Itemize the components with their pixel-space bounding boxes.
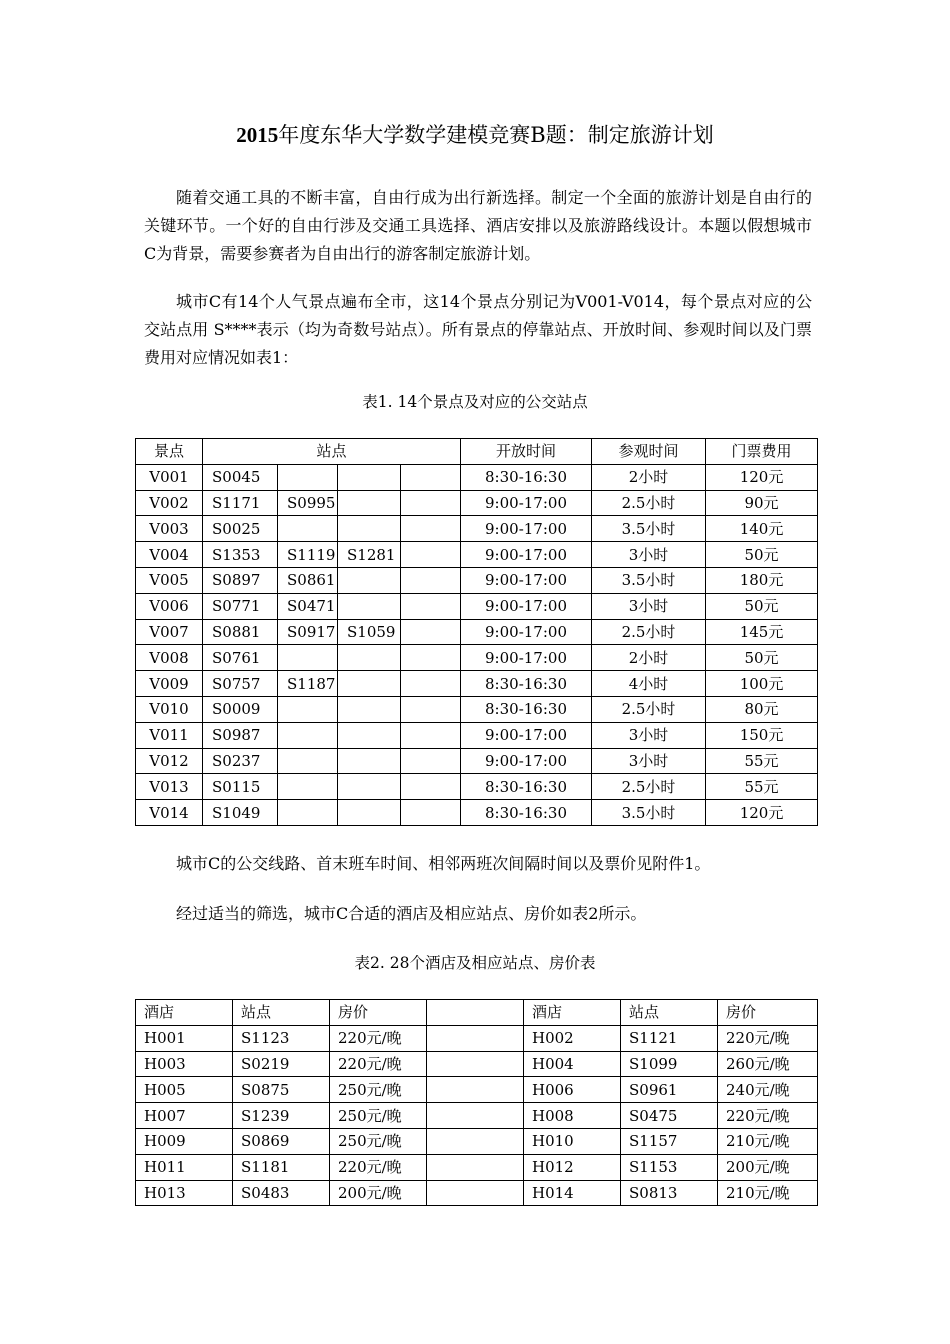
ticket-fee-cell: 55元 [706, 774, 818, 800]
price-cell: 200元/晚 [718, 1154, 818, 1180]
station-cell: S1119 [278, 542, 338, 568]
header-open-time: 开放时间 [461, 439, 592, 465]
station-cell [401, 593, 461, 619]
title-text: 年度东华大学数学建模竞赛B题：制定旅游计划 [278, 123, 714, 147]
station-cell [278, 645, 338, 671]
station-cell: S0881 [203, 619, 278, 645]
station-cell: S0757 [203, 671, 278, 697]
visit-time-cell: 3.5小时 [592, 516, 706, 542]
price-cell: 250元/晚 [330, 1077, 427, 1103]
intro-paragraph: 随着交通工具的不断丰富，自由行成为出行新选择。制定一个全面的旅游计划是自由行的关键环节。一个好的自由行涉及交通工具选择、酒店安排以及旅游路线设计。本题以假想城市C为背景，需要参赛者为自由出行的游客制定旅游计划。 [144, 188, 812, 263]
ticket-fee-cell: 120元 [706, 464, 818, 490]
visit-time-cell: 2.5小时 [592, 774, 706, 800]
station-cell [338, 722, 401, 748]
table-row [136, 1180, 818, 1206]
station-cell [338, 800, 401, 826]
ticket-fee-cell: 50元 [706, 542, 818, 568]
table-row [136, 645, 818, 671]
table-row [136, 490, 818, 516]
visit-time-cell: 2.5小时 [592, 490, 706, 516]
station-cell: S1121 [621, 1025, 718, 1051]
station-cell: S1059 [338, 619, 401, 645]
bus-info-paragraph: 城市C的公交线路、首末班车时间、相邻两班次间隔时间以及票价见附件1。 [176, 854, 711, 873]
header-station-2: 站点 [621, 1000, 718, 1026]
ticket-fee-cell: 140元 [706, 516, 818, 542]
station-cell [278, 696, 338, 722]
spot-cell: V010 [136, 696, 203, 722]
price-cell: 220元/晚 [330, 1025, 427, 1051]
station-cell: S0025 [203, 516, 278, 542]
station-cell: S1049 [203, 800, 278, 826]
visit-time-cell: 3.5小时 [592, 800, 706, 826]
hotel-cell: H002 [524, 1025, 621, 1051]
hotel-cell: H007 [136, 1103, 233, 1129]
station-cell [338, 748, 401, 774]
spot-cell: V002 [136, 490, 203, 516]
station-cell [278, 748, 338, 774]
scenic-spots-paragraph: 城市C有14个人气景点遍布全市，这14个景点分别记为V001-V014，每个景点对应的公交站点用 S****表示（均为奇数号站点）。所有景点的停靠站点、开放时间、参观时间以及门票费用对应情况如表1： [144, 292, 812, 367]
ticket-fee-cell: 80元 [706, 696, 818, 722]
table-row [136, 464, 818, 490]
spot-cell: V009 [136, 671, 203, 697]
ticket-fee-cell: 50元 [706, 645, 818, 671]
title-year: 2015 [236, 123, 279, 147]
header-price-2: 房价 [718, 1000, 818, 1026]
table-header-row [136, 1000, 818, 1026]
station-cell [401, 567, 461, 593]
hotel-cell: H010 [524, 1128, 621, 1154]
price-cell: 200元/晚 [330, 1180, 427, 1206]
station-cell: S0771 [203, 593, 278, 619]
station-cell: S0875 [233, 1077, 330, 1103]
open-time-cell: 9:00-17:00 [461, 619, 592, 645]
visit-time-cell: 3小时 [592, 722, 706, 748]
station-cell [338, 696, 401, 722]
station-cell [401, 464, 461, 490]
price-cell: 220元/晚 [330, 1051, 427, 1077]
spot-cell: V012 [136, 748, 203, 774]
table-row [136, 1025, 818, 1051]
ticket-fee-cell: 50元 [706, 593, 818, 619]
station-cell [401, 748, 461, 774]
spacer-cell [427, 1180, 524, 1206]
price-cell: 220元/晚 [718, 1103, 818, 1129]
spot-cell: V006 [136, 593, 203, 619]
station-cell [278, 464, 338, 490]
open-time-cell: 9:00-17:00 [461, 722, 592, 748]
hotel-cell: H004 [524, 1051, 621, 1077]
header-ticket-fee: 门票费用 [706, 439, 818, 465]
station-cell [401, 671, 461, 697]
spot-cell: V007 [136, 619, 203, 645]
visit-time-cell: 3小时 [592, 748, 706, 774]
price-cell: 220元/晚 [330, 1154, 427, 1180]
open-time-cell: 8:30-16:30 [461, 774, 592, 800]
table-row [136, 1128, 818, 1154]
spacer-cell [427, 1128, 524, 1154]
ticket-fee-cell: 100元 [706, 671, 818, 697]
open-time-cell: 9:00-17:00 [461, 593, 592, 619]
station-cell [401, 619, 461, 645]
station-cell [278, 774, 338, 800]
ticket-fee-cell: 150元 [706, 722, 818, 748]
hotel-cell: H005 [136, 1077, 233, 1103]
price-cell: 250元/晚 [330, 1128, 427, 1154]
station-cell: S0961 [621, 1077, 718, 1103]
station-cell [338, 490, 401, 516]
hotel-cell: H011 [136, 1154, 233, 1180]
open-time-cell: 8:30-16:30 [461, 800, 592, 826]
table-row [136, 671, 818, 697]
station-cell: S1187 [278, 671, 338, 697]
hotels-table [135, 999, 818, 1206]
open-time-cell: 9:00-17:00 [461, 542, 592, 568]
header-spot: 景点 [136, 439, 203, 465]
station-cell: S0483 [233, 1180, 330, 1206]
station-cell [401, 800, 461, 826]
table-row [136, 593, 818, 619]
spacer-cell [427, 1000, 524, 1026]
document-title [0, 120, 950, 150]
spacer-cell [427, 1103, 524, 1129]
ticket-fee-cell: 145元 [706, 619, 818, 645]
header-price: 房价 [330, 1000, 427, 1026]
station-cell: S1181 [233, 1154, 330, 1180]
station-cell: S0987 [203, 722, 278, 748]
spot-cell: V008 [136, 645, 203, 671]
hotel-cell: H001 [136, 1025, 233, 1051]
visit-time-cell: 2小时 [592, 464, 706, 490]
header-hotel-2: 酒店 [524, 1000, 621, 1026]
table-row [136, 722, 818, 748]
station-cell [401, 542, 461, 568]
station-cell: S1353 [203, 542, 278, 568]
table-row [136, 748, 818, 774]
station-cell [338, 593, 401, 619]
spot-cell: V004 [136, 542, 203, 568]
station-cell [338, 464, 401, 490]
table-row [136, 1051, 818, 1077]
station-cell: S1157 [621, 1128, 718, 1154]
station-cell [338, 567, 401, 593]
station-cell [278, 516, 338, 542]
station-cell: S1281 [338, 542, 401, 568]
table1-caption: 表1. 14个景点及对应的公交站点 [362, 393, 588, 411]
station-cell: S1099 [621, 1051, 718, 1077]
open-time-cell: 9:00-17:00 [461, 490, 592, 516]
hotel-cell: H009 [136, 1128, 233, 1154]
price-cell: 220元/晚 [718, 1025, 818, 1051]
header-station: 站点 [233, 1000, 330, 1026]
hotel-cell: H006 [524, 1077, 621, 1103]
header-station: 站点 [203, 439, 461, 465]
hotel-cell: H014 [524, 1180, 621, 1206]
price-cell: 210元/晚 [718, 1128, 818, 1154]
ticket-fee-cell: 55元 [706, 748, 818, 774]
station-cell: S0861 [278, 567, 338, 593]
table-row [136, 567, 818, 593]
ticket-fee-cell: 90元 [706, 490, 818, 516]
open-time-cell: 8:30-16:30 [461, 671, 592, 697]
spot-cell: V013 [136, 774, 203, 800]
station-cell: S1123 [233, 1025, 330, 1051]
station-cell: S0995 [278, 490, 338, 516]
spacer-cell [427, 1025, 524, 1051]
header-hotel: 酒店 [136, 1000, 233, 1026]
spot-cell: V005 [136, 567, 203, 593]
station-cell: S0897 [203, 567, 278, 593]
visit-time-cell: 2.5小时 [592, 619, 706, 645]
station-cell [401, 516, 461, 542]
open-time-cell: 9:00-17:00 [461, 516, 592, 542]
table-row [136, 516, 818, 542]
station-cell: S0219 [233, 1051, 330, 1077]
station-cell [401, 645, 461, 671]
station-cell: S0471 [278, 593, 338, 619]
price-cell: 240元/晚 [718, 1077, 818, 1103]
table-header-row [136, 439, 818, 465]
station-cell [338, 671, 401, 697]
station-cell: S0475 [621, 1103, 718, 1129]
open-time-cell: 9:00-17:00 [461, 645, 592, 671]
open-time-cell: 9:00-17:00 [461, 567, 592, 593]
spacer-cell [427, 1154, 524, 1180]
ticket-fee-cell: 120元 [706, 800, 818, 826]
station-cell: S0237 [203, 748, 278, 774]
ticket-fee-cell: 180元 [706, 567, 818, 593]
station-cell [338, 774, 401, 800]
scenic-spots-table [135, 438, 818, 826]
visit-time-cell: 3.5小时 [592, 567, 706, 593]
visit-time-cell: 2.5小时 [592, 696, 706, 722]
station-cell: S0813 [621, 1180, 718, 1206]
table-row [136, 1154, 818, 1180]
spot-cell: V003 [136, 516, 203, 542]
spot-cell: V001 [136, 464, 203, 490]
header-visit-time: 参观时间 [592, 439, 706, 465]
visit-time-cell: 3小时 [592, 593, 706, 619]
station-cell [401, 722, 461, 748]
station-cell: S0917 [278, 619, 338, 645]
station-cell: S1171 [203, 490, 278, 516]
table-row [136, 800, 818, 826]
station-cell [401, 696, 461, 722]
price-cell: 250元/晚 [330, 1103, 427, 1129]
open-time-cell: 8:30-16:30 [461, 464, 592, 490]
price-cell: 210元/晚 [718, 1180, 818, 1206]
open-time-cell: 8:30-16:30 [461, 696, 592, 722]
table-row [136, 542, 818, 568]
table-row [136, 696, 818, 722]
station-cell [401, 490, 461, 516]
hotel-cell: H003 [136, 1051, 233, 1077]
hotel-cell: H012 [524, 1154, 621, 1180]
station-cell [338, 516, 401, 542]
table-row [136, 774, 818, 800]
station-cell: S0869 [233, 1128, 330, 1154]
station-cell: S0045 [203, 464, 278, 490]
spacer-cell [427, 1077, 524, 1103]
station-cell [338, 645, 401, 671]
station-cell: S1239 [233, 1103, 330, 1129]
station-cell: S0009 [203, 696, 278, 722]
table2-caption: 表2. 28个酒店及相应站点、房价表 [354, 954, 596, 972]
hotel-cell: H008 [524, 1103, 621, 1129]
open-time-cell: 9:00-17:00 [461, 748, 592, 774]
visit-time-cell: 4小时 [592, 671, 706, 697]
visit-time-cell: 2小时 [592, 645, 706, 671]
station-cell: S1153 [621, 1154, 718, 1180]
spot-cell: V014 [136, 800, 203, 826]
table-row [136, 1077, 818, 1103]
table-row [136, 619, 818, 645]
table-row [136, 1103, 818, 1129]
station-cell: S0761 [203, 645, 278, 671]
station-cell [278, 800, 338, 826]
visit-time-cell: 3小时 [592, 542, 706, 568]
spot-cell: V011 [136, 722, 203, 748]
hotel-cell: H013 [136, 1180, 233, 1206]
hotel-intro-paragraph: 经过适当的筛选，城市C合适的酒店及相应站点、房价如表2所示。 [176, 904, 647, 923]
station-cell [278, 722, 338, 748]
station-cell [401, 774, 461, 800]
station-cell: S0115 [203, 774, 278, 800]
price-cell: 260元/晚 [718, 1051, 818, 1077]
spacer-cell [427, 1051, 524, 1077]
